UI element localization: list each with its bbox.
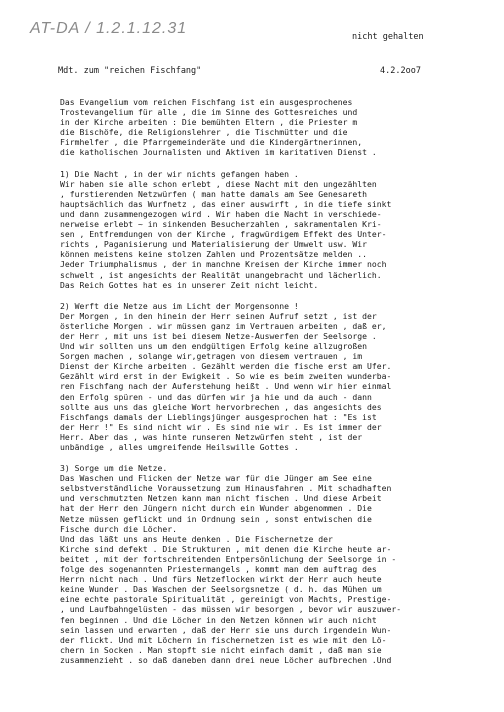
text-line: Firmhelfer , die Pfarrgemeinderäte und die Kindergärtnerinnen,: [60, 137, 363, 148]
text-line: hat der Herr den Jüngern nicht durch ein Wunder abgenommen . Die: [60, 503, 372, 514]
text-line: Trostevangelium für alle , die im Sinne des Gottesreiches und: [60, 107, 358, 118]
text-line: Wir haben sie alle schon erlebt , diese Nacht mit den ungezählten: [60, 178, 377, 189]
text-line: selbstverständliche Voraussetzung zum Hinausfahren . Mit schadhaften: [60, 483, 392, 494]
text-line: nerweise erlebt ~ in sinkenden Besucherzahlen , sakramentalen Kri-: [60, 219, 382, 230]
text-line: fen beginnen . Und die Löcher in den Netzen können wir auch nicht: [60, 614, 377, 625]
text-line: Fische durch die Löcher.: [60, 523, 177, 534]
text-line: eine echte pastorale Spiritualität , gereinigt von Machts, Prestige-: [60, 594, 392, 605]
text-line: Netze müssen geflickt und in Ordnung sein , sonst entwischen die: [60, 513, 372, 524]
text-line: folge des sogenannten Priestermangels , kommt man dem auftrag des: [60, 564, 377, 575]
text-line: Herrn nicht nach . Und fürs Netzeflocken wirkt der Herr auch heute: [60, 574, 382, 585]
text-line: der flickt. Und mit Löchern in fischernetzen ist es wie mit den Lö-: [60, 634, 387, 645]
text-line: ren Fischfang nach der Auferstehung heißt . Und wenn wir hier einmal: [60, 381, 392, 392]
text-line: Dienst der Kirche arbeiten . Gezählt werden die fische erst am Ufer.: [60, 361, 392, 372]
text-line: unbändige , alles umgreifende Heilswille Gottes .: [60, 442, 299, 452]
text-line: Das Evangelium vom reichen Fischfang ist ein ausgesprochenes: [60, 97, 353, 107]
text-line: Und das läßt uns ans Heute denken . Die Fischernetze der: [60, 533, 333, 544]
text-line: Herr. Aber das , was hinte runseren Netzwürfen steht , ist der: [60, 431, 363, 442]
text-line: beitet , mit der fortschreitenden Entpersönlichung der Seelsorge in -: [60, 553, 397, 564]
section-heading: 2) Werft die Netze aus im Licht der Morgensonne !: [60, 300, 299, 311]
text-line: Und wir sollten uns um den endgültigen Erfolg keine allzugroßen: [60, 341, 367, 352]
section-3: [60, 463, 470, 665]
intro-paragraph: [60, 97, 470, 158]
document-date: 4.2.2oo7: [380, 66, 421, 76]
text-line: keine Wunder . Das Waschen der Seelsorgsnetze ( d. h. das Mühen um: [60, 584, 382, 595]
text-line: zusammenzieht . so daß daneben dann drei neue Löcher aufbrechen .Und: [60, 654, 392, 665]
text-line: Fischfangs damals der Lieblingsjünger ausgesprochen hat : "Es ist: [60, 411, 377, 422]
text-line: , und Laufbahngelüsten - das müssen wir besorgen , bevor wir auszuwer-: [60, 604, 402, 615]
text-line: hauptsächlich das Wurfnetz , das einer auswirft , in die tiefe sinkt: [60, 198, 392, 209]
text-line: den Erfolg spüren - und das dürfen wir ja hie und da auch - dann: [60, 391, 372, 402]
text-line: der Herr !" Es sind nicht wir . Es sind nie wir . Es ist immer der: [60, 421, 382, 432]
section-1: [60, 169, 470, 290]
text-line: Kirche sind defekt . Die Strukturen , mit denen die Kirche heute ar-: [60, 543, 392, 554]
document-body: [60, 97, 470, 665]
text-line: und verschmutzten Netzen kann man nicht fischen . Und diese Arbeit: [60, 493, 382, 504]
text-line: Das Waschen und Flicken der Netze war für die Jünger am See eine: [60, 473, 372, 484]
top-note: nicht gehalten: [352, 32, 424, 42]
text-line: Gezählt wird erst in der Ewigkeit . So wie es beim zweiten wunderba-: [60, 371, 392, 382]
text-line: die katholischen Journalisten und Aktiven im karitativen Dienst .: [60, 147, 377, 158]
section-2: [60, 301, 470, 452]
text-line: österliche Morgen . wir müssen ganz im Vertrauen arbeiten , daß er,: [60, 320, 387, 331]
text-line: und dann zusammengezogen wird . Wir haben die Nacht in verschiede-: [60, 208, 382, 219]
text-line: die Bischöfe, die Religionslehrer , die Tischmütter und die: [60, 127, 348, 138]
text-line: Sorgen machen , solange wir,getragen von diesem vertrauen , im: [60, 351, 363, 362]
text-line: sollte aus uns das gleiche Wort hervorbrechen , das angesichts des: [60, 401, 382, 412]
text-line: schwelt , ist angesichts der Realität unangebracht und lächerlich.: [60, 269, 382, 280]
document-subject: Mdt. zum "reichen Fischfang": [58, 66, 202, 76]
section-heading: 1) Die Nacht , in der wir nichts gefangen haben .: [60, 168, 299, 179]
text-line: in der Kirche arbeiten : Die bemühten Eltern , die Priester m: [60, 117, 358, 128]
text-line: können meistens keine stolzen Zahlen und Prozentsätze melden ..: [60, 249, 367, 260]
archive-stamp: AT-DA / 1.2.1.12.31: [30, 20, 188, 37]
section-heading: 3) Sorge um die Netze.: [60, 463, 168, 474]
text-line: richts , Paganisierung und Materialisierung der Umwelt usw. Wir: [60, 239, 367, 250]
text-line: der Herr , mit uns ist bei diesem Netze-Auswerfen der Seelsorge .: [60, 330, 377, 341]
text-line: Das Reich Gottes hat es in unserer Zeit nicht leicht.: [60, 279, 319, 290]
text-line: sein lassen und erwarten , daß der Herr sie uns durch irgendein Wun-: [60, 624, 392, 635]
text-line: chern in Socken . Man stopft sie nicht einfach damit , daß man sie: [60, 644, 382, 655]
text-line: Jeder Triumphalismus , der in manchne Kreisen der Kirche immer noch: [60, 259, 387, 270]
text-line: Der Morgen , in den hinein der Herr seinen Aufruf setzt , ist der: [60, 310, 377, 321]
text-line: , furstierenden Netzwürfen ( man hatte damals am See Genesareth: [60, 188, 367, 199]
text-line: sen , Entfremdungen von der Kirche , fragwürdigem Effekt des Unter-: [60, 229, 387, 240]
